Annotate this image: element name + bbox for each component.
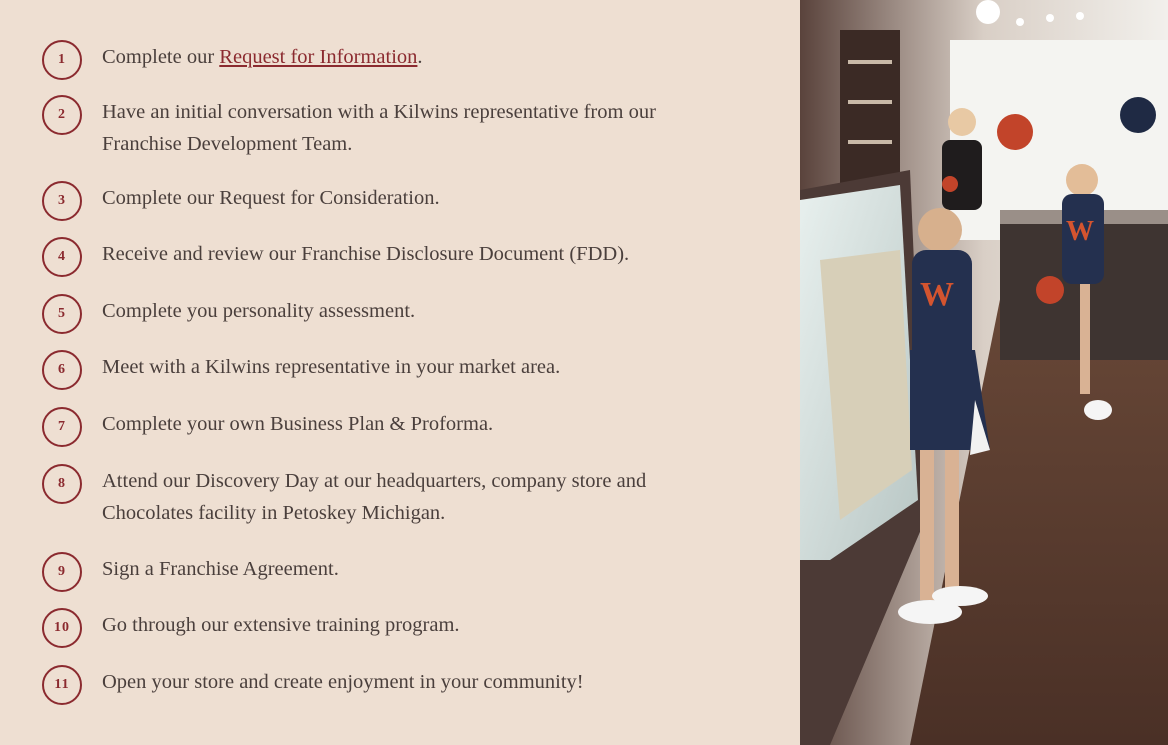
step-text	[102, 41, 702, 73]
store-cheerleaders-photo	[800, 0, 1168, 745]
step-number: 11	[42, 665, 82, 705]
step-text-prefix: Complete our	[102, 46, 220, 68]
step-text: Have an initial conversation with a Kilwins representative from our Franchise Development Team.	[102, 101, 656, 155]
svg-text:W: W	[1066, 216, 1094, 247]
step-number: 10	[42, 608, 82, 648]
step-text: Sign a Franchise Agreement.	[102, 558, 339, 580]
step-text-suffix: .	[417, 46, 423, 68]
svg-text:W: W	[920, 276, 954, 313]
step-text: Attend our Discovery Day at our headquarters, company store and Chocolates facility in Petoskey Michigan.	[102, 470, 647, 524]
step-text: Complete your own Business Plan & Proforma.	[102, 413, 494, 435]
step-text: Complete you personality assessment.	[102, 300, 416, 322]
step-number: 7	[42, 407, 82, 447]
step-number: 5	[42, 294, 82, 334]
step-text: Meet with a Kilwins representative in your market area.	[102, 356, 561, 378]
step-text: Open your store and create enjoyment in your community!	[102, 671, 584, 693]
step-number: 6	[42, 350, 82, 390]
step-text: Receive and review our Franchise Disclosure Document (FDD).	[102, 243, 630, 265]
step-text: Go through our extensive training program.	[102, 614, 460, 636]
step-number: 8	[42, 464, 82, 504]
request-for-information-link[interactable]: Request for Information	[219, 46, 418, 68]
step-number: 4	[42, 237, 82, 277]
step-number: 3	[42, 181, 82, 221]
step-number: 9	[42, 552, 82, 592]
step-number: 1	[42, 40, 82, 80]
step-number: 2	[42, 95, 82, 135]
step-text: Complete our Request for Consideration.	[102, 187, 440, 209]
